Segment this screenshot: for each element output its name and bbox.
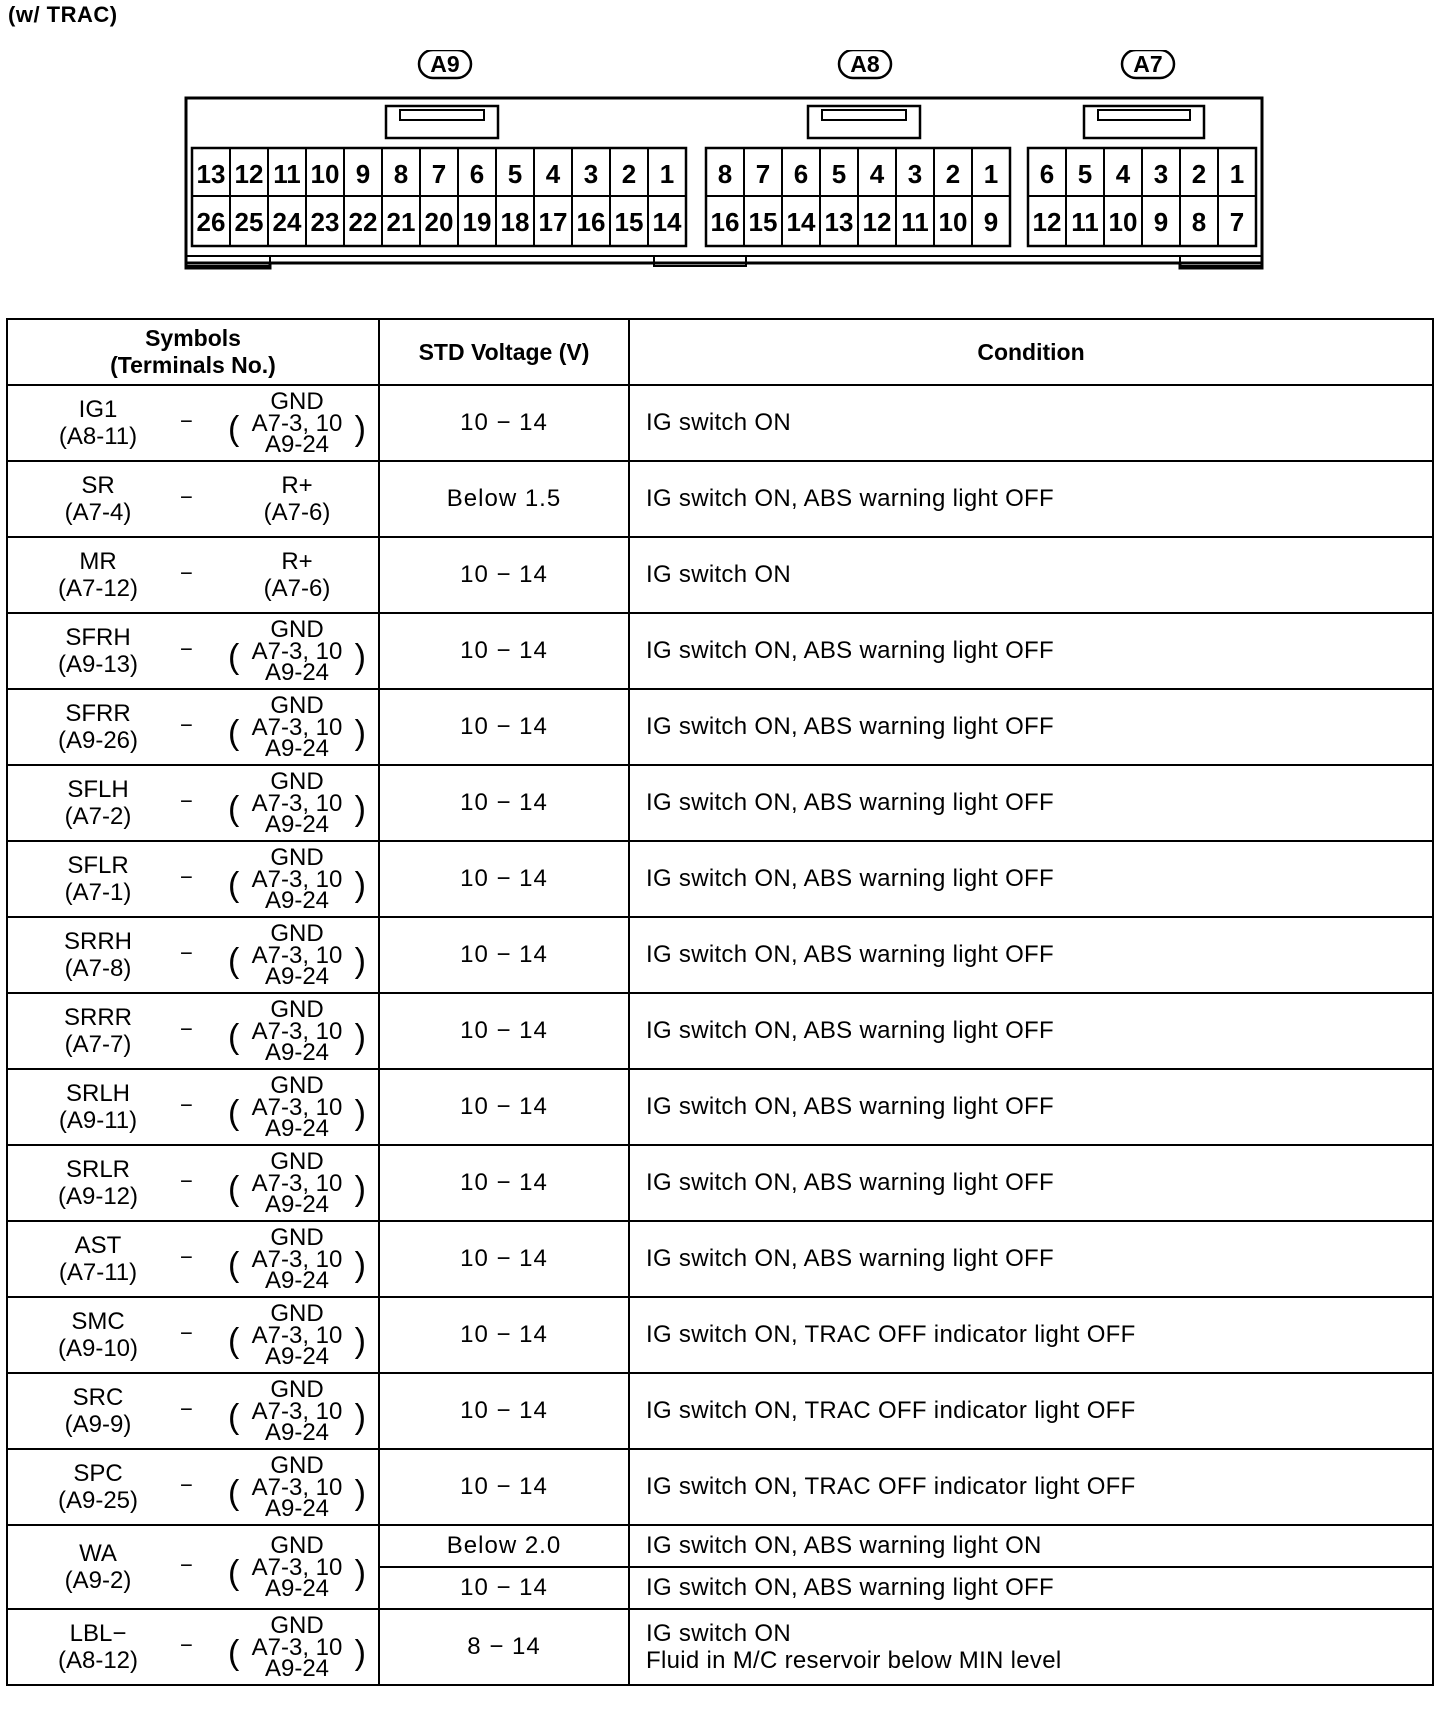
symbol-terminal: (A9-26) bbox=[57, 727, 139, 754]
symbol-terminal: (A8-11) bbox=[58, 423, 138, 450]
symbol-terminal: (A9-2) bbox=[64, 1567, 132, 1594]
condition-cell: IG switch ON, ABS warning light OFF bbox=[629, 1221, 1433, 1297]
pin-number: 12 bbox=[1032, 207, 1062, 237]
ground-terminals: ( A7-3, 10 A9-24 ) bbox=[226, 1173, 368, 1215]
symbol-pair bbox=[8, 1070, 378, 1144]
condition-cell: IG switch ON, TRAC OFF indicator light OFF bbox=[629, 1297, 1433, 1373]
symbol-terminal: (A7-4) bbox=[64, 499, 132, 526]
pin-number: 17 bbox=[538, 207, 568, 237]
voltage-cell: 10 − 14 bbox=[379, 689, 629, 765]
pin-number: 14 bbox=[786, 207, 816, 237]
symbol-name: SMC bbox=[71, 1308, 125, 1335]
pin-number: 5 bbox=[1077, 159, 1093, 189]
pin-number: 23 bbox=[310, 207, 340, 237]
ground-terminals: ( A7-3, 10 A9-24 ) bbox=[226, 869, 368, 911]
ground-terminals: ( A7-3, 10 A9-24 ) bbox=[226, 1325, 368, 1367]
ground-label: GND bbox=[270, 1376, 324, 1403]
pin-number: 7 bbox=[1229, 207, 1245, 237]
symbol-name: SPC bbox=[73, 1460, 123, 1487]
voltage-cell: 10 − 14 bbox=[379, 537, 629, 613]
symbol-terminal: (A8-12) bbox=[57, 1647, 139, 1674]
pin-number: 9 bbox=[983, 207, 999, 237]
pin-number: 2 bbox=[621, 159, 637, 189]
symbol-terminal: (A9-25) bbox=[57, 1487, 139, 1514]
ground-label: GND bbox=[270, 996, 324, 1023]
connector-label: A9 bbox=[430, 51, 460, 77]
condition-cell: IG switch ON, ABS warning light OFF bbox=[629, 841, 1433, 917]
symbol-terminal: (A7-12) bbox=[57, 575, 139, 602]
table-row bbox=[7, 1373, 1433, 1449]
connector-a7 bbox=[1028, 50, 1256, 246]
voltage-cell: 10 − 14 bbox=[379, 765, 629, 841]
pin-number: 12 bbox=[234, 159, 264, 189]
page-title: (w/ TRAC) bbox=[8, 2, 118, 27]
connector-label: A8 bbox=[850, 51, 880, 77]
ground-terminals: ( A7-3, 10 A9-24 ) bbox=[226, 1249, 368, 1291]
ground-terminals: ( A7-3, 10 A9-24 ) bbox=[226, 1021, 368, 1063]
voltage-header: STD Voltage (V) bbox=[379, 319, 629, 385]
terminal-voltage-table bbox=[6, 318, 1434, 1686]
symbol-name: SFRH bbox=[65, 624, 131, 651]
symbol-terminal: (A9-11) bbox=[58, 1107, 138, 1134]
ground-terminals: ( A7-3, 10 A9-24 ) bbox=[226, 1557, 368, 1599]
symbol-name: SRLH bbox=[65, 1080, 131, 1107]
pin-number: 11 bbox=[1071, 207, 1099, 237]
symbol-pair bbox=[8, 1222, 378, 1296]
ground-label: GND bbox=[270, 920, 324, 947]
condition-cell: IG switch ON, ABS warning light OFF bbox=[629, 1567, 1433, 1609]
pin-number: 16 bbox=[576, 207, 606, 237]
dash-separator: − bbox=[180, 1396, 193, 1422]
voltage-cell: 10 − 14 bbox=[379, 1297, 629, 1373]
table-row bbox=[7, 841, 1433, 917]
ground-terminals: ( A7-3, 10 A9-24 ) bbox=[226, 1097, 368, 1139]
table-row bbox=[7, 689, 1433, 765]
pin-number: 5 bbox=[507, 159, 523, 189]
ground-terminals: ( A7-3, 10 A9-24 ) bbox=[226, 1401, 368, 1443]
voltage-cell: 10 − 14 bbox=[379, 917, 629, 993]
ground-terminals: ( A7-3, 10 A9-24 ) bbox=[226, 1477, 368, 1519]
pin-number: 8 bbox=[393, 159, 409, 189]
connector-a9 bbox=[192, 50, 686, 246]
pin-number: 26 bbox=[196, 207, 226, 237]
ground-label: GND bbox=[270, 1148, 324, 1175]
voltage-cell: 10 − 14 bbox=[379, 1449, 629, 1525]
condition-cell: IG switch ON, ABS warning light OFF bbox=[629, 917, 1433, 993]
symbol-name: SRRH bbox=[63, 928, 132, 955]
pin-number: 15 bbox=[614, 207, 644, 237]
condition-cell: IG switch ON, ABS warning light ON bbox=[629, 1525, 1433, 1567]
ground-label: GND bbox=[270, 1224, 324, 1251]
pin-number: 9 bbox=[1153, 207, 1169, 237]
voltage-cell: 10 − 14 bbox=[379, 1221, 629, 1297]
condition-cell: IG switch ON, ABS warning light OFF bbox=[629, 1145, 1433, 1221]
pin-number: 13 bbox=[196, 159, 226, 189]
pin-number: 10 bbox=[1108, 207, 1138, 237]
symbol-terminal: (A7-7) bbox=[64, 1031, 132, 1058]
voltage-cell: 10 − 14 bbox=[379, 841, 629, 917]
symbol-pair bbox=[8, 614, 378, 688]
dash-separator: − bbox=[180, 1472, 193, 1498]
connector-label: A7 bbox=[1133, 51, 1163, 77]
symbol-name: SFLR bbox=[67, 852, 129, 879]
table-row bbox=[7, 1297, 1433, 1373]
dash-separator: − bbox=[180, 408, 193, 434]
condition-cell: IG switch ON, ABS warning light OFF bbox=[629, 993, 1433, 1069]
table-row bbox=[7, 1525, 1433, 1567]
table-row bbox=[7, 385, 1433, 461]
ground-label: GND bbox=[270, 692, 324, 719]
symbol-pair bbox=[8, 1298, 378, 1372]
table-row bbox=[7, 1609, 1433, 1685]
symbol-terminal: (A9-13) bbox=[57, 651, 139, 678]
pin-number: 18 bbox=[500, 207, 530, 237]
ground-label: GND bbox=[270, 1452, 324, 1479]
pin-number: 15 bbox=[748, 207, 778, 237]
connector-a8 bbox=[706, 50, 1010, 246]
table-row bbox=[7, 461, 1433, 537]
symbol-pair bbox=[8, 462, 378, 536]
symbol-terminal: (A9-12) bbox=[57, 1183, 139, 1210]
symbol-name: MR bbox=[79, 548, 117, 575]
pin-number: 3 bbox=[907, 159, 923, 189]
connector-diagram bbox=[0, 50, 1440, 280]
dash-separator: − bbox=[180, 560, 193, 586]
pin-number: 14 bbox=[652, 207, 682, 237]
pin-number: 1 bbox=[1229, 159, 1245, 189]
symbol-terminal: (A7-1) bbox=[64, 879, 132, 906]
pin-number: 12 bbox=[862, 207, 892, 237]
reference-terminal: (A7-6) bbox=[263, 499, 331, 526]
symbol-name: SFLH bbox=[67, 776, 129, 803]
dash-separator: − bbox=[180, 1320, 193, 1346]
pin-number: 11 bbox=[273, 159, 301, 189]
condition-cell: IG switch ON, ABS warning light OFF bbox=[629, 461, 1433, 537]
pin-number: 9 bbox=[355, 159, 371, 189]
table-row bbox=[7, 613, 1433, 689]
condition-header: Condition bbox=[629, 319, 1433, 385]
dash-separator: − bbox=[180, 1092, 193, 1118]
voltage-cell: 10 − 14 bbox=[379, 385, 629, 461]
condition-cell: IG switch ON bbox=[629, 385, 1433, 461]
dash-separator: − bbox=[180, 940, 193, 966]
ground-label: GND bbox=[270, 1532, 324, 1559]
dash-separator: − bbox=[180, 712, 193, 738]
symbol-name: SRLR bbox=[65, 1156, 131, 1183]
pin-number: 2 bbox=[1191, 159, 1207, 189]
symbol-name: AST bbox=[74, 1232, 122, 1259]
pin-number: 1 bbox=[983, 159, 999, 189]
condition-cell: IG switch ON, ABS warning light OFF bbox=[629, 689, 1433, 765]
table-row bbox=[7, 1449, 1433, 1525]
ground-label: GND bbox=[270, 1300, 324, 1327]
pin-number: 21 bbox=[386, 207, 416, 237]
symbol-name: WA bbox=[79, 1540, 117, 1567]
pin-number: 3 bbox=[1153, 159, 1169, 189]
ground-label: GND bbox=[270, 1612, 324, 1639]
condition-cell: IG switch ON, TRAC OFF indicator light OFF bbox=[629, 1449, 1433, 1525]
ground-terminals: ( A7-3, 10 A9-24 ) bbox=[226, 413, 368, 455]
ground-label: GND bbox=[270, 388, 324, 415]
symbol-terminal: (A7-11) bbox=[58, 1259, 138, 1286]
symbol-pair bbox=[8, 690, 378, 764]
symbol-pair bbox=[8, 842, 378, 916]
dash-separator: − bbox=[180, 1552, 193, 1578]
pin-number: 13 bbox=[824, 207, 854, 237]
pin-number: 3 bbox=[583, 159, 599, 189]
dash-separator: − bbox=[180, 1168, 193, 1194]
pin-number: 4 bbox=[869, 159, 885, 189]
dash-separator: − bbox=[180, 636, 193, 662]
pin-number: 1 bbox=[659, 159, 675, 189]
symbol-name: SFRR bbox=[65, 700, 131, 727]
voltage-cell: 10 − 14 bbox=[379, 1373, 629, 1449]
table-row bbox=[7, 537, 1433, 613]
dash-separator: − bbox=[180, 864, 193, 890]
pin-number: 7 bbox=[755, 159, 771, 189]
pin-number: 22 bbox=[348, 207, 378, 237]
pin-number: 8 bbox=[1191, 207, 1207, 237]
symbol-terminal: (A7-8) bbox=[64, 955, 132, 982]
pin-number: 20 bbox=[424, 207, 454, 237]
symbol-terminal: (A9-10) bbox=[57, 1335, 139, 1362]
reference-label: R+ bbox=[281, 472, 313, 499]
reference-terminal: (A7-6) bbox=[263, 575, 331, 602]
pin-number: 24 bbox=[272, 207, 302, 237]
pin-number: 10 bbox=[938, 207, 968, 237]
symbol-pair bbox=[8, 1610, 378, 1684]
voltage-cell: 10 − 14 bbox=[379, 613, 629, 689]
ground-terminals: ( A7-3, 10 A9-24 ) bbox=[226, 945, 368, 987]
pin-number: 2 bbox=[945, 159, 961, 189]
dash-separator: − bbox=[180, 1016, 193, 1042]
voltage-cell: 10 − 14 bbox=[379, 1145, 629, 1221]
symbol-name: SRC bbox=[72, 1384, 124, 1411]
pin-number: 25 bbox=[234, 207, 264, 237]
voltage-cell: 10 − 14 bbox=[379, 1567, 629, 1609]
dash-separator: − bbox=[180, 1632, 193, 1658]
pin-number: 7 bbox=[431, 159, 447, 189]
ground-label: GND bbox=[270, 616, 324, 643]
symbol-name: SR bbox=[81, 472, 115, 499]
symbol-pair bbox=[8, 994, 378, 1068]
pin-number: 6 bbox=[1039, 159, 1055, 189]
ground-label: GND bbox=[270, 844, 324, 871]
symbol-terminal: (A9-9) bbox=[64, 1411, 132, 1438]
symbols-header: Symbols (Terminals No.) bbox=[7, 319, 379, 385]
table-row bbox=[7, 1145, 1433, 1221]
symbol-name: IG1 bbox=[78, 396, 118, 423]
pin-number: 5 bbox=[831, 159, 847, 189]
reference-label: R+ bbox=[281, 548, 313, 575]
symbol-name: LBL− bbox=[69, 1620, 127, 1647]
voltage-cell: Below 1.5 bbox=[379, 461, 629, 537]
symbol-pair bbox=[8, 1374, 378, 1448]
condition-cell: IG switch ON Fluid in M/C reservoir below MIN level bbox=[629, 1609, 1433, 1685]
ground-label: GND bbox=[270, 1072, 324, 1099]
pin-number: 11 bbox=[901, 207, 929, 237]
voltage-cell: 10 − 14 bbox=[379, 993, 629, 1069]
pin-number: 6 bbox=[469, 159, 485, 189]
table-row bbox=[7, 1069, 1433, 1145]
voltage-cell: Below 2.0 bbox=[379, 1525, 629, 1567]
table-row bbox=[7, 765, 1433, 841]
ground-terminals: ( A7-3, 10 A9-24 ) bbox=[226, 641, 368, 683]
symbol-pair bbox=[8, 1146, 378, 1220]
condition-cell: IG switch ON, ABS warning light OFF bbox=[629, 765, 1433, 841]
table-header-row bbox=[7, 319, 1433, 385]
symbol-pair bbox=[8, 918, 378, 992]
dash-separator: − bbox=[180, 1244, 193, 1270]
symbol-pair bbox=[8, 1450, 378, 1524]
pin-number: 4 bbox=[1115, 159, 1131, 189]
symbol-pair bbox=[8, 538, 378, 612]
condition-cell: IG switch ON, ABS warning light OFF bbox=[629, 613, 1433, 689]
table-row bbox=[7, 993, 1433, 1069]
ground-label: GND bbox=[270, 768, 324, 795]
dash-separator: − bbox=[180, 484, 193, 510]
condition-cell: IG switch ON, ABS warning light OFF bbox=[629, 1069, 1433, 1145]
pin-number: 4 bbox=[545, 159, 561, 189]
symbol-pair bbox=[8, 766, 378, 840]
voltage-cell: 10 − 14 bbox=[379, 1069, 629, 1145]
ground-terminals: ( A7-3, 10 A9-24 ) bbox=[226, 1637, 368, 1679]
symbol-pair bbox=[8, 1526, 378, 1608]
pin-number: 10 bbox=[310, 159, 340, 189]
symbol-pair bbox=[8, 386, 378, 460]
ground-terminals: ( A7-3, 10 A9-24 ) bbox=[226, 793, 368, 835]
symbol-terminal: (A7-2) bbox=[64, 803, 132, 830]
voltage-cell: 8 − 14 bbox=[379, 1609, 629, 1685]
pin-number: 8 bbox=[717, 159, 733, 189]
condition-cell: IG switch ON, TRAC OFF indicator light OFF bbox=[629, 1373, 1433, 1449]
pin-number: 6 bbox=[793, 159, 809, 189]
ground-terminals: ( A7-3, 10 A9-24 ) bbox=[226, 717, 368, 759]
symbol-name: SRRR bbox=[63, 1004, 132, 1031]
condition-cell: IG switch ON bbox=[629, 537, 1433, 613]
table-row bbox=[7, 1221, 1433, 1297]
dash-separator: − bbox=[180, 788, 193, 814]
pin-number: 16 bbox=[710, 207, 740, 237]
pin-number: 19 bbox=[462, 207, 492, 237]
table-row bbox=[7, 917, 1433, 993]
